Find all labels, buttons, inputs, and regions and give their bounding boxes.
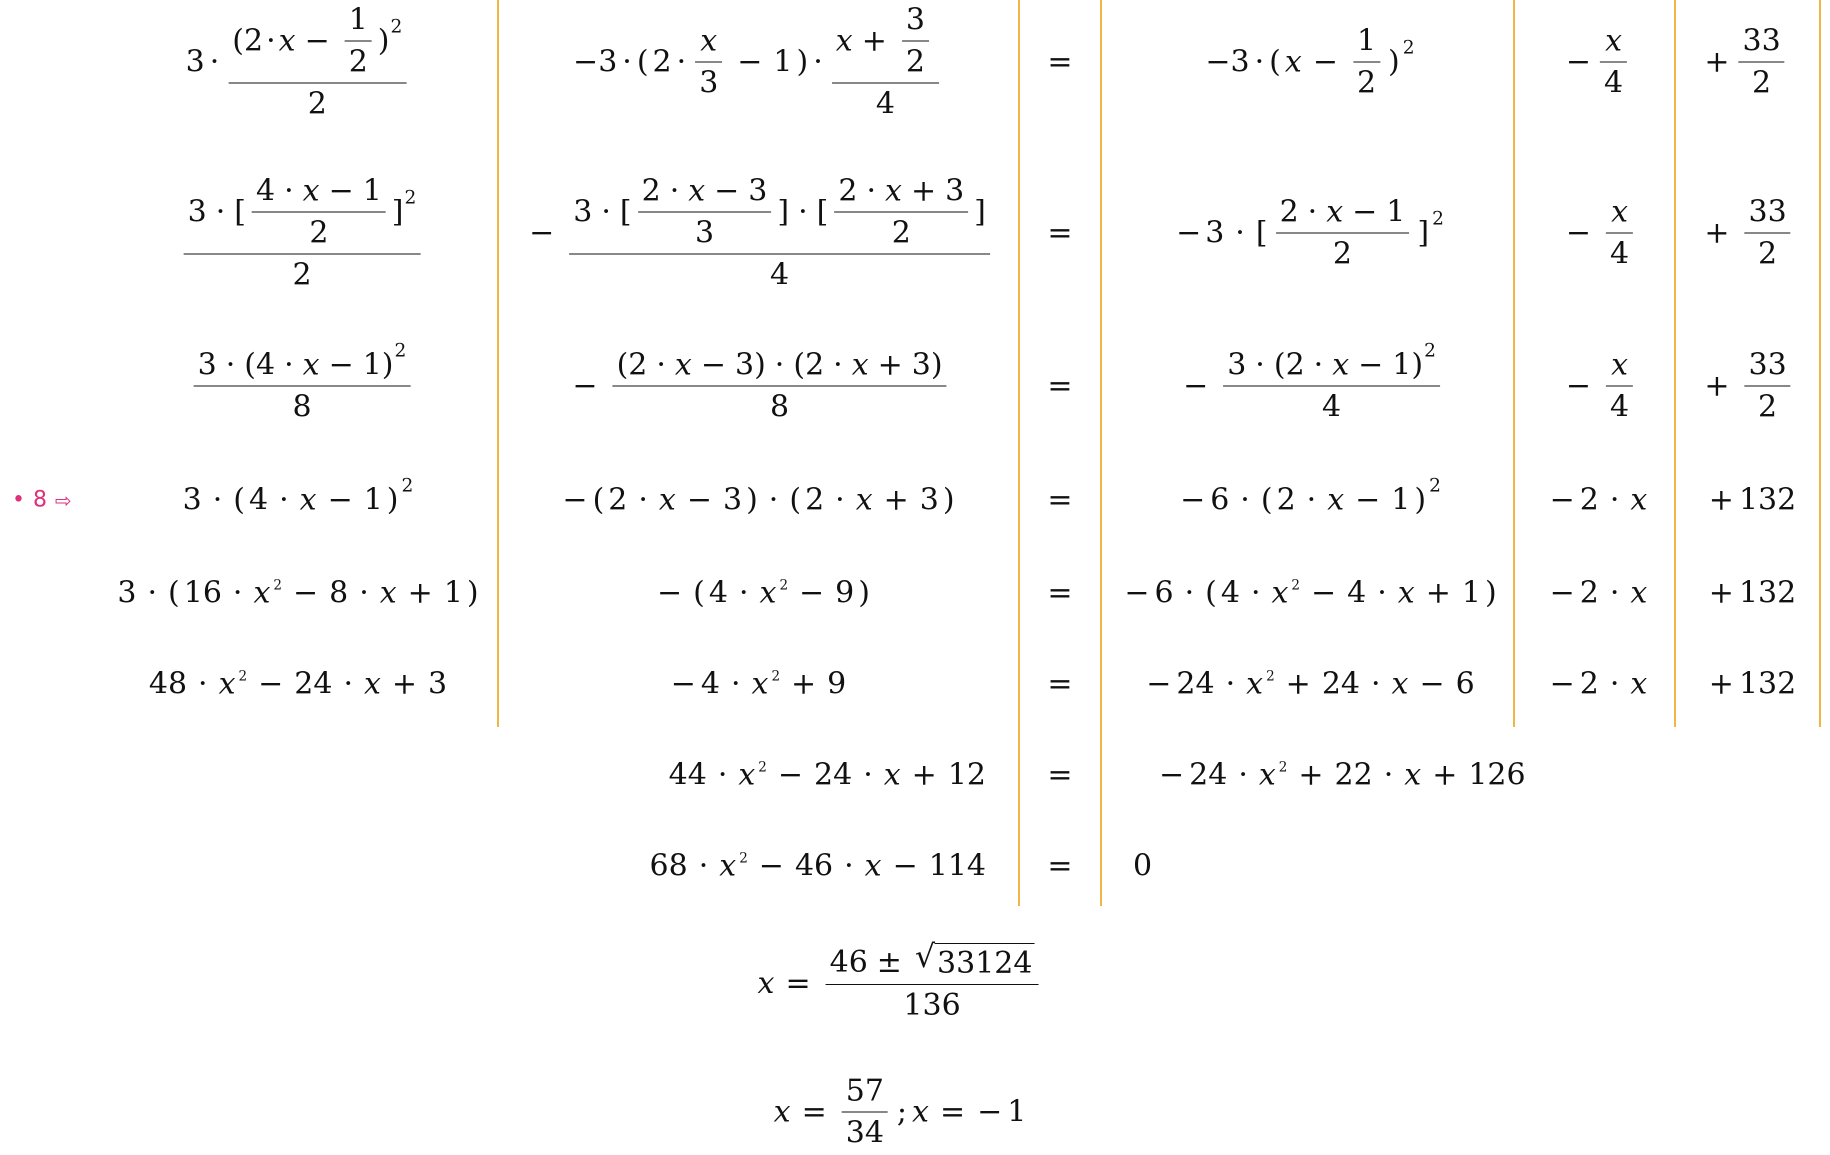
row2-col6: + $\frac{33}{2}$	[1695, 195, 1796, 272]
row4-col1: 3 · ( 4 · x − 1 ) 2	[182, 475, 414, 518]
row5-col4: − 6 · ( 4 · x 2 − 4 · x + 1 )	[1124, 575, 1497, 611]
row6-equals: =	[1047, 666, 1073, 702]
row8-left: 68 · x 2 − 46 · x − 114	[649, 848, 986, 884]
row1-equals: =	[1047, 44, 1073, 80]
row5-col2: − ( 4 · x 2 − 9 )	[657, 575, 870, 611]
row8-equals: =	[1047, 848, 1073, 884]
row4-col2: − ( 2 · x − 3 ) · ( 2 · x + 3 )	[562, 482, 955, 518]
column-divider	[1100, 0, 1102, 906]
row3-col5: − $\frac{x}{4}$	[1557, 348, 1639, 425]
dot: ·	[209, 44, 220, 80]
row6-col1: 48 · x 2 − 24 · x + 3	[148, 666, 448, 702]
row6-col2: − 4 · x 2 + 9	[670, 666, 847, 702]
row2-col5: − $\frac{x}{4}$	[1557, 195, 1639, 272]
row1-col6: + $\frac{33}{2}$	[1701, 24, 1790, 101]
quadratic-solution: x = 46 ± √ 33124 136	[756, 943, 1045, 1023]
row7-left: 44 · x 2 − 24 · x + 12	[668, 757, 986, 793]
column-divider	[1819, 0, 1821, 727]
bullet-icon: •	[12, 487, 25, 513]
row4-col4: − 6 · ( 2 · x − 1 ) 2	[1180, 475, 1441, 518]
column-divider	[1018, 0, 1020, 906]
coef: 3	[185, 44, 205, 80]
row5-col1: 3 · ( 16 · x 2 − 8 · x + 1 )	[117, 575, 479, 611]
row5-col5: − 2 · x	[1549, 575, 1648, 611]
row5-equals: =	[1047, 575, 1073, 611]
row3-col2: − ( 2 · x − 3 ) · ( 2 · x + 3 ) 8	[563, 348, 952, 425]
step-marker-label: 8	[32, 487, 47, 513]
row2-col4: − 3 · [ 2 · x − 1 2 ] 2	[1176, 194, 1444, 272]
row5-col6: + 132	[1708, 575, 1797, 611]
row1-col1	[184, 3, 413, 122]
arrow-right-icon: ⇨	[54, 488, 72, 512]
row6-col5: − 2 · x	[1549, 666, 1648, 702]
row8-right: 0	[1133, 848, 1153, 884]
fraction: ( 2 · x − $\frac{1}{2}$ ) 2 2	[228, 3, 406, 122]
row3-col1: 3 · ( 4 · x − 1 ) 2 8	[188, 348, 417, 425]
row3-col4: − 3 · ( 2 · x − 1 ) 2 4	[1174, 348, 1446, 425]
row2-equals: =	[1047, 215, 1073, 251]
row3-col6: + $\frac{33}{2}$	[1695, 348, 1796, 425]
row2-col2: − 3 · [ 2 · x − 3 3 ] · [ 2 · x + 3 2 ] 4	[520, 174, 996, 293]
row1-col4: −3 · ( x − $\frac{1}{2}$ ) 2	[1205, 23, 1415, 101]
row2-col1: 3 · [ 4 · x − 1 2 ] 2 2	[178, 174, 427, 293]
row1-col2: −3 · ( 2 · $\frac{x}{3}$ − 1 ) · x + $\frac{3}{2}$ 4	[571, 3, 945, 122]
column-divider	[1513, 0, 1515, 727]
final-solutions: x = $\frac{57}{34}$ ; x = − 1	[773, 1073, 1027, 1151]
row7-right: − 24 · x 2 + 22 · x + 126	[1159, 757, 1526, 793]
step-marker[interactable]	[12, 488, 72, 513]
row7-equals: =	[1047, 757, 1073, 793]
row3-equals: =	[1047, 368, 1073, 404]
row4-equals: =	[1047, 482, 1073, 518]
row6-col4: − 24 · x 2 + 24 · x − 6	[1146, 666, 1475, 702]
row6-col6: + 132	[1708, 666, 1797, 702]
row4-col5: − 2 · x	[1549, 482, 1648, 518]
sqrt-symbol: √ 33124	[914, 939, 1033, 981]
row4-col6: + 132	[1708, 482, 1797, 518]
column-divider	[497, 0, 499, 727]
column-divider	[1674, 0, 1676, 727]
row1-col5: − $\frac{x}{4}$	[1563, 24, 1633, 101]
